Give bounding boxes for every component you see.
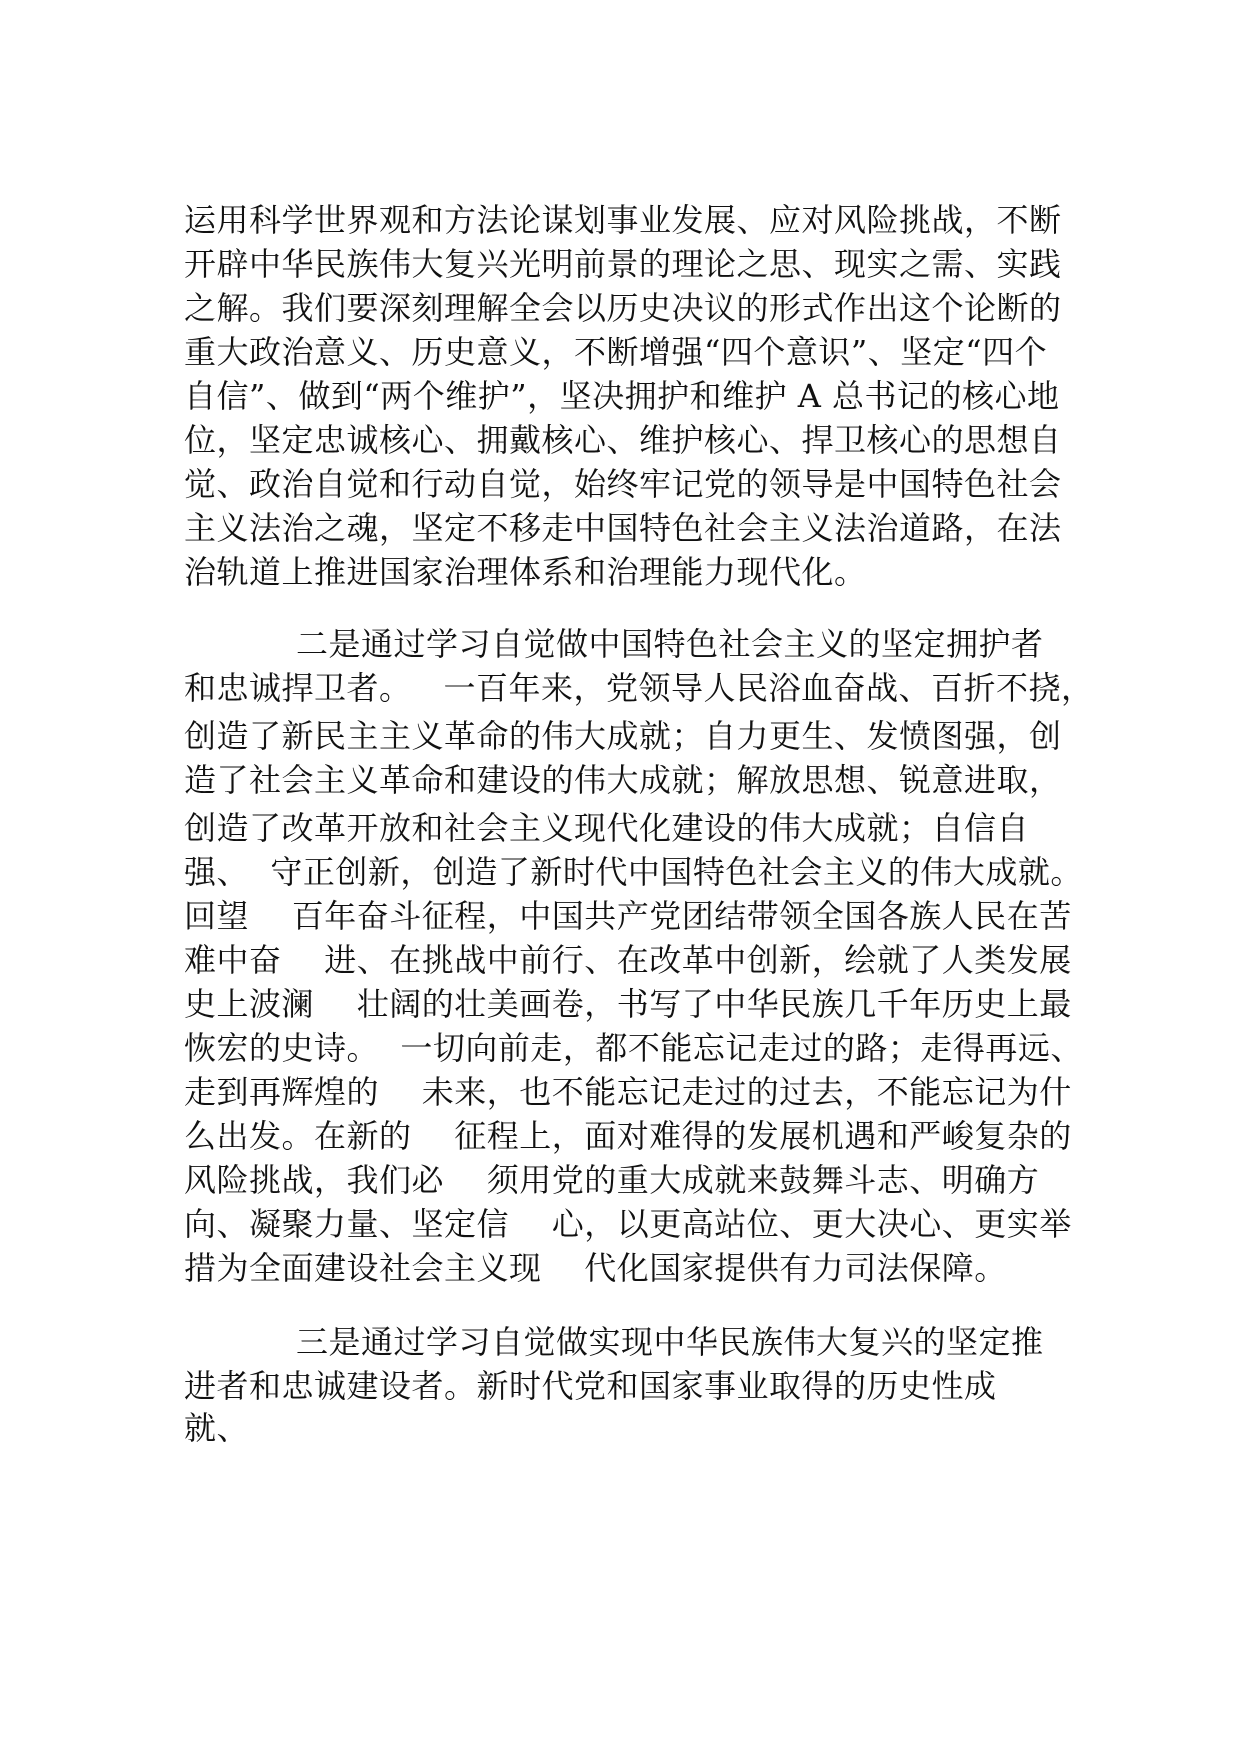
- text-line: 三是通过学习自觉做实现中华民族伟大复兴的坚定推: [296, 1323, 1044, 1361]
- text-line: 位，坚定忠诚核心、拥戴核心、维护核心、捍卫核心的思想自: [184, 421, 1062, 459]
- text-line: 二是通过学习自觉做中国特色社会主义的坚定拥护者: [296, 625, 1044, 663]
- text-line: 和忠诚捍卫者。 一百年来，党领导人民浴血奋战、百折不挠，: [184, 669, 1094, 707]
- text-line: 恢宏的史诗。 一切向前走，都不能忘记走过的路；走得再远、: [184, 1029, 1083, 1067]
- text-line: 自信”、做到“两个维护”，坚决拥护和维护 A 总书记的核心地: [184, 377, 1060, 415]
- text-line: 强、 守正创新，创造了新时代中国特色社会主义的伟大成就。: [184, 853, 1083, 891]
- text-line: 措为全面建设社会主义现 代化国家提供有力司法保障。: [184, 1249, 1007, 1287]
- text-line: 创造了改革开放和社会主义现代化建设的伟大成就；自信自: [184, 809, 1030, 847]
- text-line: 么出发。在新的 征程上，面对难得的发展机遇和严峻复杂的: [184, 1117, 1072, 1155]
- text-line: 之解。我们要深刻理解全会以历史决议的形式作出这个论断的: [184, 289, 1062, 327]
- text-line: 开辟中华民族伟大复兴光明前景的理论之思、现实之需、实践: [184, 245, 1062, 283]
- text-line: 重大政治意义、历史意义，不断增强“四个意识”、坚定“四个: [184, 333, 1048, 371]
- text-line: 创造了新民主主义革命的伟大成就；自力更生、发愤图强，创: [184, 717, 1062, 755]
- text-line: 觉、政治自觉和行动自觉，始终牢记党的领导是中国特色社会: [184, 465, 1062, 503]
- text-line: 运用科学世界观和方法论谋划事业发展、应对风险挑战，不断: [184, 201, 1062, 239]
- text-line: 向、凝聚力量、坚定信 心，以更高站位、更大决心、更实举: [184, 1205, 1072, 1243]
- text-line: 回望 百年奋斗征程，中国共产党团结带领全国各族人民在苦: [184, 897, 1072, 935]
- text-line: 走到再辉煌的 未来，也不能忘记走过的过去，不能忘记为什: [184, 1073, 1072, 1111]
- text-line: 风险挑战，我们必 须用党的重大成就来鼓舞斗志、明确方: [184, 1161, 1040, 1199]
- text-line: 治轨道上推进国家治理体系和治理能力现代化。: [184, 553, 867, 591]
- text-line: 造了社会主义革命和建设的伟大成就；解放思想、锐意进取，: [184, 761, 1062, 799]
- text-line: 进者和忠诚建设者。新时代党和国家事业取得的历史性成: [184, 1367, 997, 1405]
- text-line: 主义法治之魂，坚定不移走中国特色社会主义法治道路，在法: [184, 509, 1062, 547]
- text-line: 史上波澜 壮阔的壮美画卷，书写了中华民族几千年历史上最: [184, 985, 1072, 1023]
- text-line: 就、: [184, 1409, 250, 1447]
- text-line: 难中奋 进、在挑战中前行、在改革中创新，绘就了人类发展: [184, 941, 1072, 979]
